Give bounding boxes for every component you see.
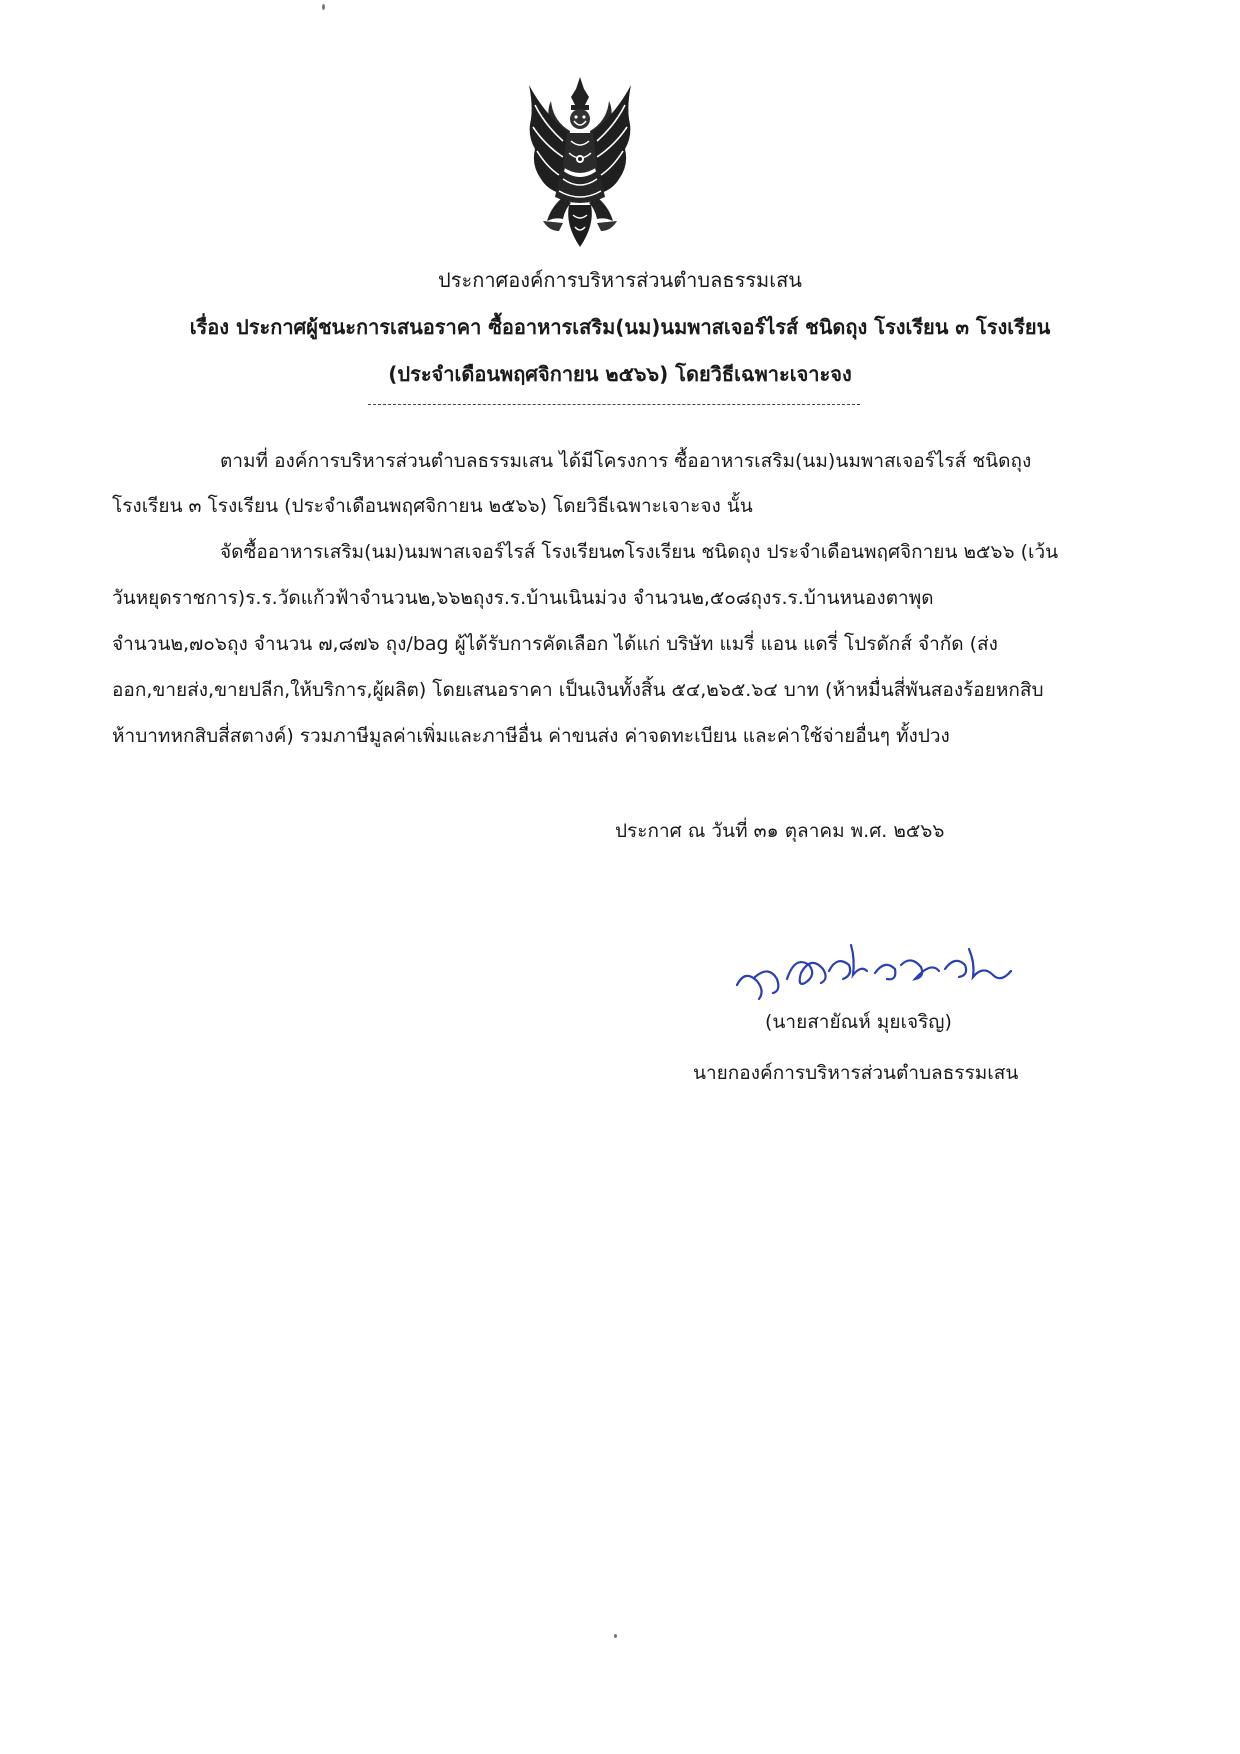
paragraph2-line1: จัดซื้ออาหารเสริม(นม)นมพาสเจอร์ไรส์ โรงเรียน๓โรงเรียน ชนิดถุง ประจำเดือนพฤศจิกายน ๒๕๖๖ (เว้น (220, 541, 1059, 563)
signer-name: (นายสายัณห์ มุยเจริญ) (765, 1011, 952, 1033)
garuda-emblem-icon (525, 75, 635, 250)
subject-line-2: (ประจำเดือนพฤศจิกายน ๒๕๖๖) โดยวิธีเฉพาะเจาะจง (388, 362, 852, 386)
scan-speck (322, 4, 325, 10)
dashed-separator (368, 404, 860, 405)
signer-position: นายกองค์การบริหารส่วนตำบลธรรมเสน (693, 1062, 1019, 1084)
paragraph2-line5: ห้าบาทหกสิบสี่สตางค์) รวมภาษีมูลค่าเพิ่มและภาษีอื่น ค่าขนส่ง ค่าจดทะเบียน และค่าใช้จ่ายอื่นๆ ทั้งปวง (112, 725, 950, 747)
handwritten-signature (725, 925, 1025, 1005)
scan-speck (614, 1634, 617, 1638)
paragraph2-line3: จำนวน๒,๗๐๖ถุง จำนวน ๗,๘๗๖ ถุง/bag ผู้ได้รับการคัดเลือก ได้แก่ บริษัท แมรี่ แอน แดรี่ โปรดักส์ จำกัด (ส่ง (112, 633, 998, 655)
paragraph1-line2: โรงเรียน ๓ โรงเรียน (ประจำเดือนพฤศจิกายน ๒๕๖๖) โดยวิธีเฉพาะเจาะจง นั้น (112, 495, 753, 517)
paragraph2-line2: วันหยุดราชการ)ร.ร.วัดแก้วฟ้าจำนวน๒,๖๖๒ถุงร.ร.บ้านเนินม่วง จำนวน๒,๕๐๘ถุงร.ร.บ้านหนองตาพุด (112, 587, 934, 609)
organization-title: ประกาศองค์การบริหารส่วนตำบลธรรมเสน (438, 268, 802, 292)
paragraph2-line4: ออก,ขายส่ง,ขายปลีก,ให้บริการ,ผู้ผลิต) โดยเสนอราคา เป็นเงินทั้งสิ้น ๕๔,๒๖๕.๖๔ บาท (ห้าหมื่นสี่พันสองร้อยหกสิบ (112, 679, 1044, 701)
subject-line-1: เรื่อง ประกาศผู้ชนะการเสนอราคา ซื้ออาหารเสริม(นม)นมพาสเจอร์ไรส์ ชนิดถุง โรงเรียน ๓ โรงเรียน (189, 315, 1051, 339)
announcement-date: ประกาศ ณ วันที่ ๓๑ ตุลาคม พ.ศ. ๒๕๖๖ (615, 820, 945, 842)
paragraph1-line1: ตามที่ องค์การบริหารส่วนตำบลธรรมเสน ได้มีโครงการ ซื้ออาหารเสริม(นม)นมพาสเจอร์ไรส์ ชนิดถุง (220, 450, 1032, 472)
